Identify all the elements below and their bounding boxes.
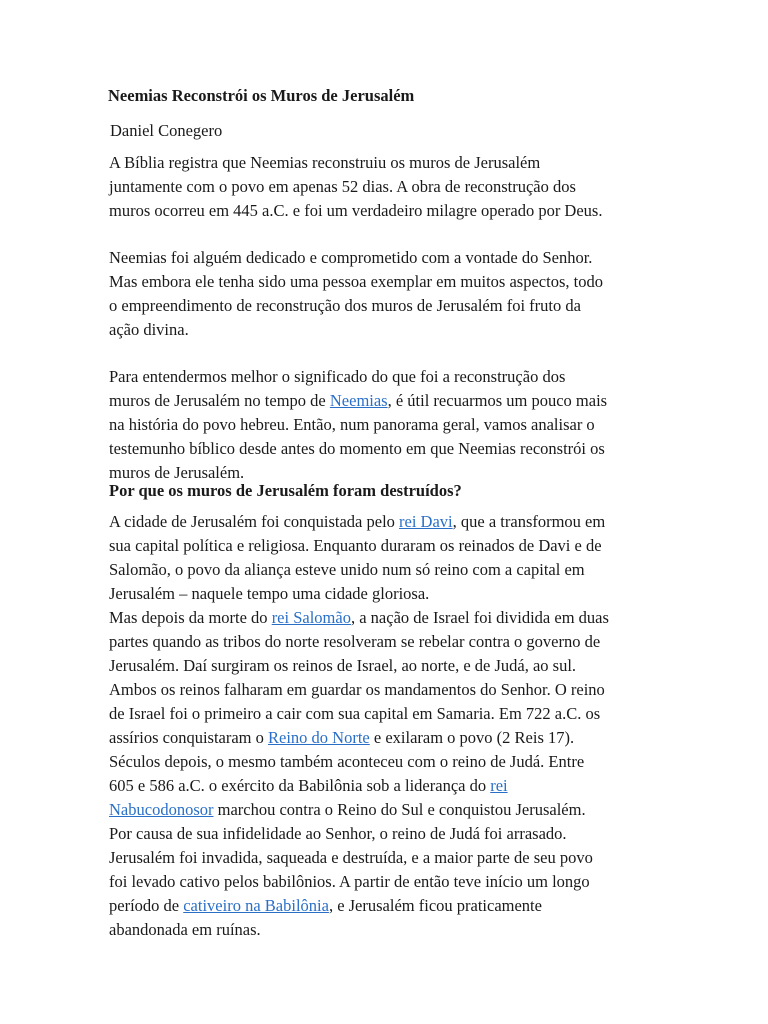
text-segment: , e Jerusalém ficou praticamente bbox=[328, 896, 542, 915]
text-line bbox=[109, 606, 669, 630]
paragraph-2 bbox=[109, 246, 669, 342]
text-line: Mas embora ele tenha sido uma pessoa exemplar em muitos aspectos, todo bbox=[109, 272, 603, 291]
text-line: Neemias foi alguém dedicado e comprometido com a vontade do Senhor. bbox=[109, 248, 593, 267]
text-segment: muros de Jerusalém no tempo de bbox=[109, 391, 330, 410]
link-reino-do-norte[interactable]: Reino do Norte bbox=[268, 728, 370, 747]
text-line: Salomão, o povo da aliança esteve unido num só reino com a capital em bbox=[109, 560, 585, 579]
paragraph-3 bbox=[109, 365, 669, 485]
text-line bbox=[109, 726, 669, 750]
text-line bbox=[109, 894, 669, 918]
text-line: sua capital política e religiosa. Enquanto duraram os reinados de Davi e de bbox=[109, 536, 602, 555]
text-segment: e exilaram o povo (2 Reis 17). bbox=[369, 728, 575, 747]
text-line: de Israel foi o primeiro a cair com sua capital em Samaria. Em 722 a.C. os bbox=[109, 704, 601, 723]
link-rei-davi[interactable]: rei Davi bbox=[399, 512, 453, 531]
text-line: foi levado cativo pelos babilônios. A partir de então teve início um longo bbox=[109, 872, 590, 891]
text-line: Por causa de sua infidelidade ao Senhor, o reino de Judá foi arrasado. bbox=[109, 824, 567, 843]
text-line: Para entendermos melhor o significado do que foi a reconstrução dos bbox=[109, 367, 566, 386]
paragraph-1 bbox=[109, 151, 669, 223]
text-line: juntamente com o povo em apenas 52 dias. A obra de reconstrução dos bbox=[109, 177, 576, 196]
text-line: abandonada em ruínas. bbox=[109, 920, 261, 939]
link-rei-nabucodonosor-part1[interactable]: rei bbox=[490, 776, 508, 795]
text-line: o empreendimento de reconstrução dos muros de Jerusalém foi fruto da bbox=[109, 296, 581, 315]
text-segment: , que a transformou em bbox=[452, 512, 606, 531]
text-segment: , é útil recuarmos um pouco mais bbox=[387, 391, 608, 410]
link-rei-salomao[interactable]: rei Salomão bbox=[271, 608, 351, 627]
text-segment: assírios conquistaram o bbox=[109, 728, 269, 747]
text-line: Jerusalém foi invadida, saqueada e destruída, e a maior parte de seu povo bbox=[109, 848, 593, 867]
text-line bbox=[109, 798, 669, 822]
text-line bbox=[109, 774, 669, 798]
text-segment: A cidade de Jerusalém foi conquistada pelo bbox=[109, 512, 400, 531]
text-line bbox=[109, 389, 669, 413]
text-segment: marchou contra o Reino do Sul e conquistou Jerusalém. bbox=[213, 800, 586, 819]
paragraph-4 bbox=[109, 510, 669, 942]
document-title: Neemias Reconstrói os Muros de Jerusalém bbox=[108, 86, 415, 105]
link-cativeiro-babilonia[interactable]: cativeiro na Babilônia bbox=[183, 896, 329, 915]
text-line: partes quando as tribos do norte resolveram se rebelar contra o governo de bbox=[109, 632, 601, 651]
text-line: ação divina. bbox=[109, 320, 189, 339]
text-line bbox=[109, 510, 669, 534]
text-line: Ambos os reinos falharam em guardar os mandamentos do Senhor. O reino bbox=[109, 680, 605, 699]
text-segment: período de bbox=[109, 896, 184, 915]
link-neemias[interactable]: Neemias bbox=[329, 391, 388, 410]
text-line: A Bíblia registra que Neemias reconstruiu os muros de Jerusalém bbox=[109, 153, 541, 172]
text-segment: Mas depois da morte do bbox=[109, 608, 272, 627]
section-heading: Por que os muros de Jerusalém foram destruídos? bbox=[109, 481, 462, 500]
link-rei-nabucodonosor-part2[interactable]: Nabucodonosor bbox=[109, 800, 214, 819]
author-name: Daniel Conegero bbox=[110, 121, 223, 140]
text-segment: , a nação de Israel foi dividida em duas bbox=[350, 608, 609, 627]
text-line: Jerusalém – naquele tempo uma cidade gloriosa. bbox=[109, 584, 430, 603]
text-line: na história do povo hebreu. Então, num panorama geral, vamos analisar o bbox=[109, 415, 595, 434]
text-segment: 605 e 586 a.C. o exército da Babilônia sob a liderança do bbox=[109, 776, 491, 795]
text-line: muros ocorreu em 445 a.C. e foi um verdadeiro milagre operado por Deus. bbox=[109, 201, 603, 220]
text-line: muros de Jerusalém. bbox=[109, 463, 245, 482]
text-line: Jerusalém. Daí surgiram os reinos de Israel, ao norte, e de Judá, ao sul. bbox=[109, 656, 577, 675]
text-line: Séculos depois, o mesmo também aconteceu com o reino de Judá. Entre bbox=[109, 752, 585, 771]
text-line: testemunho bíblico desde antes do momento em que Neemias reconstrói os bbox=[109, 439, 605, 458]
